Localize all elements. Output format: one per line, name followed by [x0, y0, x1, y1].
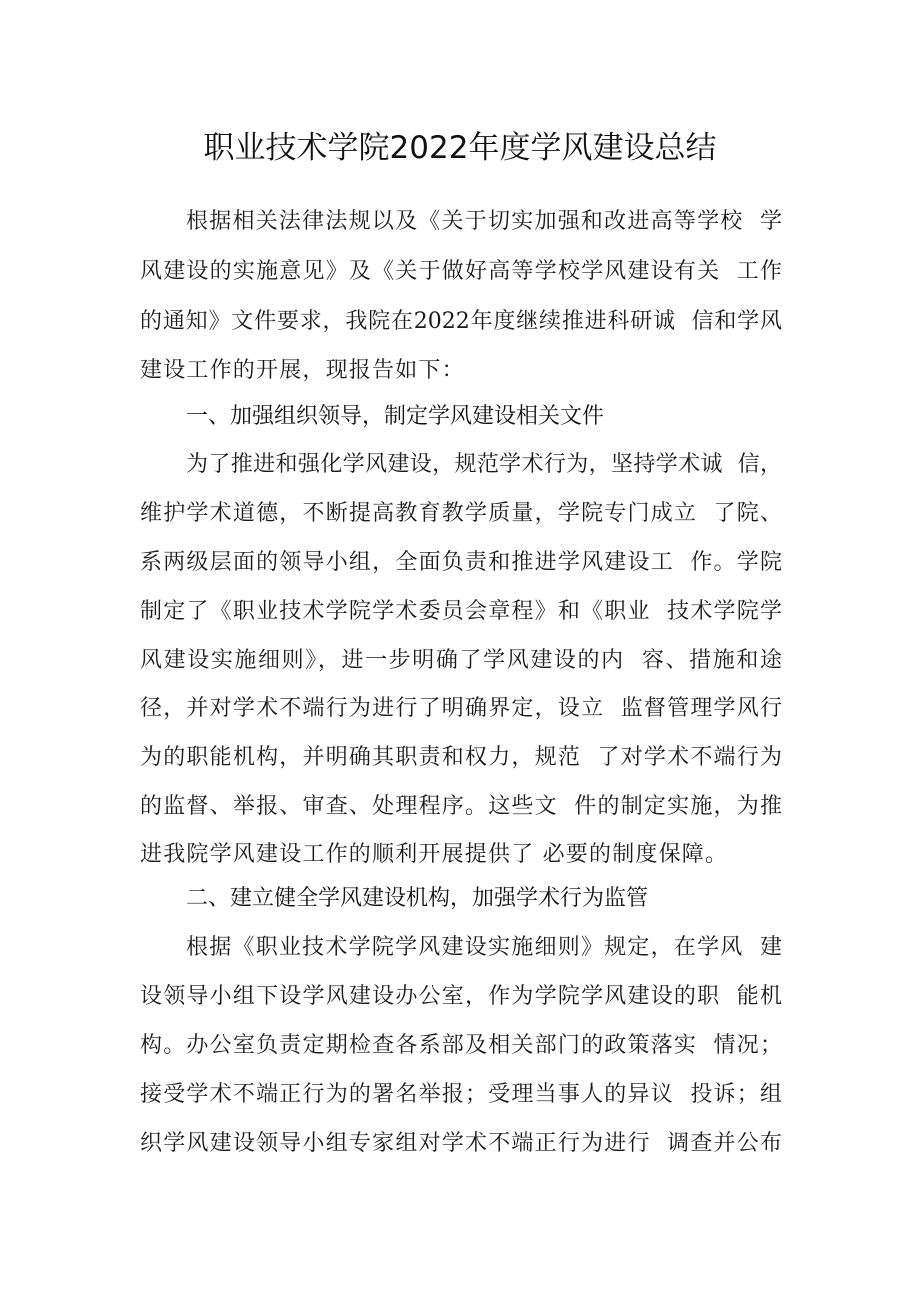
section-1-heading: 一、加强组织领导，制定学风建设相关文件: [186, 404, 605, 429]
section-1-line: 风建设实施细则》，进一步明确了学风建设的内 容、措施和途: [140, 648, 782, 673]
section-2-heading: 二、建立健全学风建设机构，加强学术行为监管: [186, 886, 649, 911]
intro-line: 的通知》文件要求，我院在2022年度继续推进科研诚 信和学风: [140, 309, 782, 334]
document-title: 职业技术学院2022年度学风建设总结: [203, 130, 717, 166]
section-1-line: 制定了《职业技术学院学术委员会章程》和《职业 技术学院学: [140, 599, 782, 624]
section-2-line: 根据《职业技术学院学风建设实施细则》规定，在学风 建: [186, 935, 782, 960]
section-2-line: 织学风建设领导小组专家组对学术不端正行为进行 调查并公布: [140, 1131, 782, 1156]
section-1-line: 为的职能机构，并明确其职责和权力，规范 了对学术不端行为: [140, 745, 782, 770]
section-1-line: 径，并对学术不端行为进行了明确界定，设立 监督管理学风行: [140, 696, 782, 721]
section-2-line: 设领导小组下设学风建设办公室，作为学院学风建设的职 能机: [140, 984, 782, 1009]
section-1-line: 的监督、举报、审查、处理程序。这些文 件的制定实施，为推: [140, 794, 782, 819]
intro-line: 根据相关法律法规以及《关于切实加强和改进高等学校 学: [186, 209, 782, 234]
section-2-line: 接受学术不端正行为的署名举报；受理当事人的异议 投诉；组: [140, 1082, 782, 1107]
section-1-line: 维护学术道德，不断提高教育教学质量，学院专门成立 了院、: [140, 501, 782, 526]
section-1-line: 系两级层面的领导小组，全面负责和推进学风建设工 作。学院: [140, 550, 782, 575]
intro-line: 建设工作的开展，现报告如下：: [140, 358, 465, 383]
section-2-line: 构。办公室负责定期检查各系部及相关部门的政策落实 情况；: [140, 1033, 782, 1058]
section-1-line: 为了推进和强化学风建设，规范学术行为，坚持学术诚 信，: [186, 452, 782, 477]
intro-line: 风建设的实施意见》及《关于做好高等学校学风建设有关 工作: [140, 259, 782, 284]
section-1-line: 进我院学风建设工作的顺利开展提供了 必要的制度保障。: [140, 842, 729, 867]
